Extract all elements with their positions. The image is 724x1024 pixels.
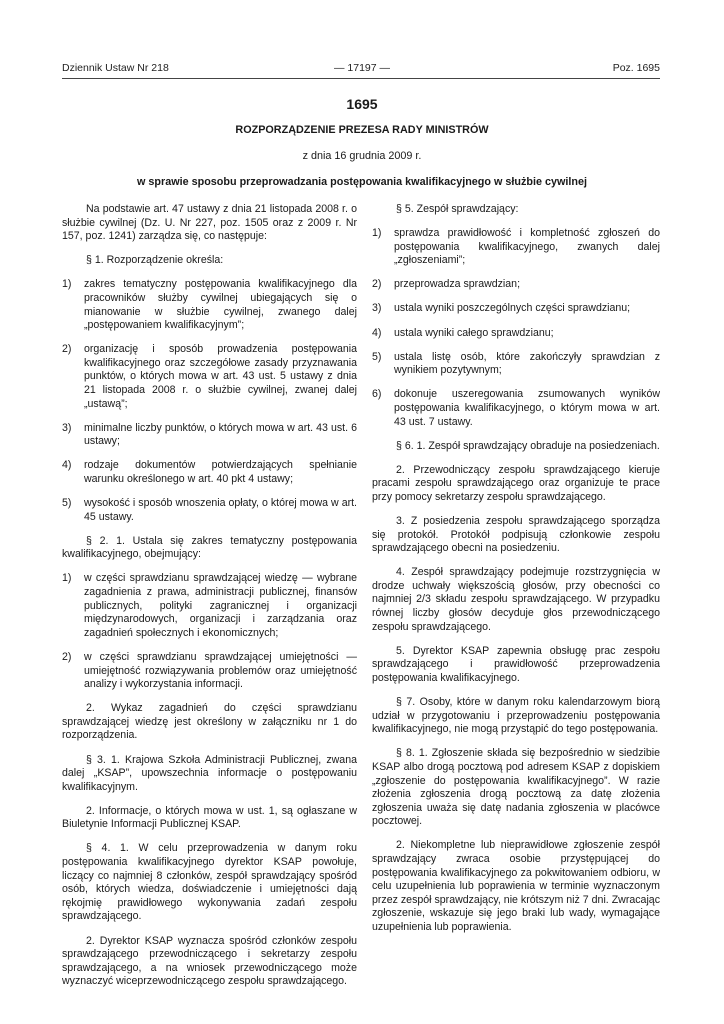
list-item xyxy=(62,459,357,486)
act-number: 1695 xyxy=(346,96,378,112)
journal-title: Dziennik Ustaw Nr 218 xyxy=(62,62,169,74)
item-label: 5) xyxy=(372,350,382,363)
section-6-paragraph-5: 5. Dyrektor KSAP zapewnia obsługę prac zespołu sprawdzającego i prawidłowość przeprowadzenia postępowania kwalifikacyjnego. xyxy=(372,644,660,684)
item-text: w części sprawdzianu sprawdzającej umiejętności — umiejętność rozwiązywania problemów oraz umiejętność analizy i wykorzystania informacji. xyxy=(84,650,357,691)
item-text: organizację i sposób prowadzenia postępowania kwalifikacyjnego oraz szczegółowe zasady przyznawania punktów, o których mowa w art. 43 ust. 5 ustawy z dnia 21 listopada 2008 r. o służbie cywilnej, zwanej dalej „ustawą”; xyxy=(84,343,357,410)
item-text: przeprowadza sprawdzian; xyxy=(394,278,521,291)
act-type: ROZPORZĄDZENIE PREZESA RADY MINISTRÓW xyxy=(235,124,489,136)
item-text: ustala wyniki poszczególnych części sprawdzianu; xyxy=(394,302,631,315)
item-label: 6) xyxy=(372,388,382,401)
left-column xyxy=(62,203,357,999)
section-3-paragraph-2: 2. Informacje, o których mowa w ust. 1, są ogłaszane w Biuletynie Informacji Publicznej KSAP. xyxy=(62,804,357,831)
item-label: 4) xyxy=(372,326,382,339)
section-1-heading: § 1. Rozporządzenie określa: xyxy=(86,254,224,267)
list-item xyxy=(62,651,357,692)
list-item xyxy=(372,227,660,268)
list-item xyxy=(372,278,660,292)
section-5-heading: § 5. Zespół sprawdzający: xyxy=(396,203,519,215)
section-8-paragraph-1: § 8. 1. Zgłoszenie składa się bezpośrednio w siedzibie KSAP albo drogą pocztową pod adresem KSAP z dopiskiem „zgłoszenie do postępowania kwalifikacyjnego”. W razie złożenia zgłoszenia drogą pocztową za datę złożenia zgłoszenia uważa się datę nadania zgłoszenia w placówce pocztowej. xyxy=(372,747,660,828)
section-6-paragraph-4: 4. Zespół sprawdzający podejmuje rozstrzygnięcia w drodze uchwały większością głosów, przy obecności co najmniej 2/3 składu zespołu sprawdzającego. W przypadku równej liczby głosów decyduje głos przewodniczącego zespołu sprawdzającego. xyxy=(372,566,660,633)
item-label: 2) xyxy=(62,650,72,663)
list-item xyxy=(62,343,357,411)
item-label: 3) xyxy=(62,421,72,434)
list-item xyxy=(372,327,660,341)
item-text: zakres tematyczny postępowania kwalifikacyjnego dla pracowników służby cywilnej ubiegających się o mianowanie w służbie cywilnej, zwanego dalej „postępowaniem kwalifikacyjnym”; xyxy=(84,278,357,332)
item-label: 4) xyxy=(62,459,72,472)
list-item xyxy=(62,497,357,524)
header-divider xyxy=(62,78,660,79)
item-label: 2) xyxy=(62,343,72,356)
item-text: ustala wyniki całego sprawdzianu; xyxy=(394,326,554,339)
item-label: 1) xyxy=(372,227,382,240)
item-label: 3) xyxy=(372,302,382,315)
position-number: Poz. 1695 xyxy=(612,62,660,74)
item-label: 5) xyxy=(62,497,72,510)
page-number: — 17197 — xyxy=(333,62,391,74)
section-3-paragraph-1: § 3. 1. Krajowa Szkoła Administracji Publicznej, zwana dalej „KSAP”, upowszechnia informacje o postępowaniu kwalifikacyjnym. xyxy=(62,753,357,793)
section-6-paragraph-3: 3. Z posiedzenia zespołu sprawdzającego sporządza się protokół. Protokół podpisują członkowie zespołu sprawdzającego obecni na posiedzeniu. xyxy=(372,515,660,555)
list-item xyxy=(62,572,357,640)
item-text: w części sprawdzianu sprawdzającej wiedzę — wybrane zagadnienia z prawa, administracji publicznej, finansów publicznych, polityki zagranicznej i organizacji międzynarodowych, organizacji i zarządzania oraz zagadnień społecznych i ekonomicznych; xyxy=(84,572,357,639)
item-text: dokonuje uszeregowania zsumowanych wyników postępowania kwalifikacyjnego, o którym mowa w art. 43 ust. 7 ustawy. xyxy=(394,388,660,428)
list-item xyxy=(372,302,660,316)
section-4-paragraph-2: 2. Dyrektor KSAP wyznacza spośród członków zespołu sprawdzającego przewodniczącego i sekretarzy zespołu sprawdzającego, a na wniosek przewodniczącego może wyznaczyć wiceprzewodniczącego zespołu sprawdzającego. xyxy=(62,934,357,988)
item-text: rodzaje dokumentów potwierdzających spełnianie warunku określonego w art. 40 pkt 4 ustawy; xyxy=(84,459,357,485)
section-8-paragraph-2: 2. Niekompletne lub nieprawidłowe zgłoszenie zespół sprawdzający zwraca osobie przystępującej do postępowania kwalifikacyjnego za pokwitowaniem odbioru, w celu uzupełnienia lub poprawienia w terminie wyznaczonym przez zespół sprawdzający, nie krótszym niż 7 dni. Zwracając zgłoszenie, wskazuje się jego braki lub wady, wymagające uzupełnienia lub poprawienia. xyxy=(372,839,660,933)
act-date: z dnia 16 grudnia 2009 r. xyxy=(302,150,422,162)
section-7-paragraph-1: § 7. Osoby, które w danym roku kalendarzowym biorą udział w przygotowaniu i przeprowadzeniu postępowania kwalifikacyjnego, nie mogą przystąpić do tego postępowania. xyxy=(372,696,660,736)
section-2-heading: § 2. 1. Ustala się zakres tematyczny postępowania kwalifikacyjnego, obejmujący: xyxy=(62,534,357,561)
list-item xyxy=(372,351,660,378)
list-item xyxy=(62,422,357,449)
item-text: ustala listę osób, które zakończyły sprawdzian z wynikiem pozytywnym; xyxy=(394,350,660,377)
section-4-paragraph-1: § 4. 1. W celu przeprowadzenia w danym roku postępowania kwalifikacyjnego dyrektor KSAP powołuje, liczący co najmniej 8 członków, zespół sprawdzający spośród osób, których wiedza, doświadczenie i umiejętności dają rękojmię prawidłowego wykonywania zadań zespołu sprawdzającego. xyxy=(62,842,357,923)
intro-paragraph: Na podstawie art. 47 ustawy z dnia 21 listopada 2008 r. o służbie cywilnej (Dz. U. Nr 227, poz. 1505 oraz z 2009 r. Nr 157, poz. 1241) zarządza się, co następuje: xyxy=(62,203,357,243)
list-item xyxy=(62,278,357,332)
item-label: 2) xyxy=(372,278,382,291)
item-label: 1) xyxy=(62,278,72,291)
item-text: sprawdza prawidłowość i kompletność zgłoszeń do postępowania kwalifikacyjnego, zwanych dalej „zgłoszeniami”; xyxy=(394,227,660,267)
act-subject: w sprawie sposobu przeprowadzania postępowania kwalifikacyjnego w służbie cywilnej xyxy=(137,176,587,188)
list-item xyxy=(372,388,660,429)
section-2-paragraph-2: 2. Wykaz zagadnień do części sprawdzianu sprawdzającej wiedzę jest określony w załączniku nr 1 do rozporządzenia. xyxy=(62,702,357,742)
item-text: minimalne liczby punktów, o których mowa w art. 43 ust. 6 ustawy; xyxy=(84,421,357,448)
section-6-paragraph-2: 2. Przewodniczący zespołu sprawdzającego kieruje pracami zespołu sprawdzającego oraz organizuje te prace przy pomocy sekretarzy zespołu sprawdzającego. xyxy=(372,463,660,503)
item-label: 1) xyxy=(62,572,72,585)
item-text: wysokość i sposób wnoszenia opłaty, o której mowa w art. 45 ustawy. xyxy=(84,497,357,523)
section-6-paragraph-1: § 6. 1. Zespół sprawdzający obraduje na posiedzeniach. xyxy=(396,439,660,452)
right-column xyxy=(372,203,660,945)
